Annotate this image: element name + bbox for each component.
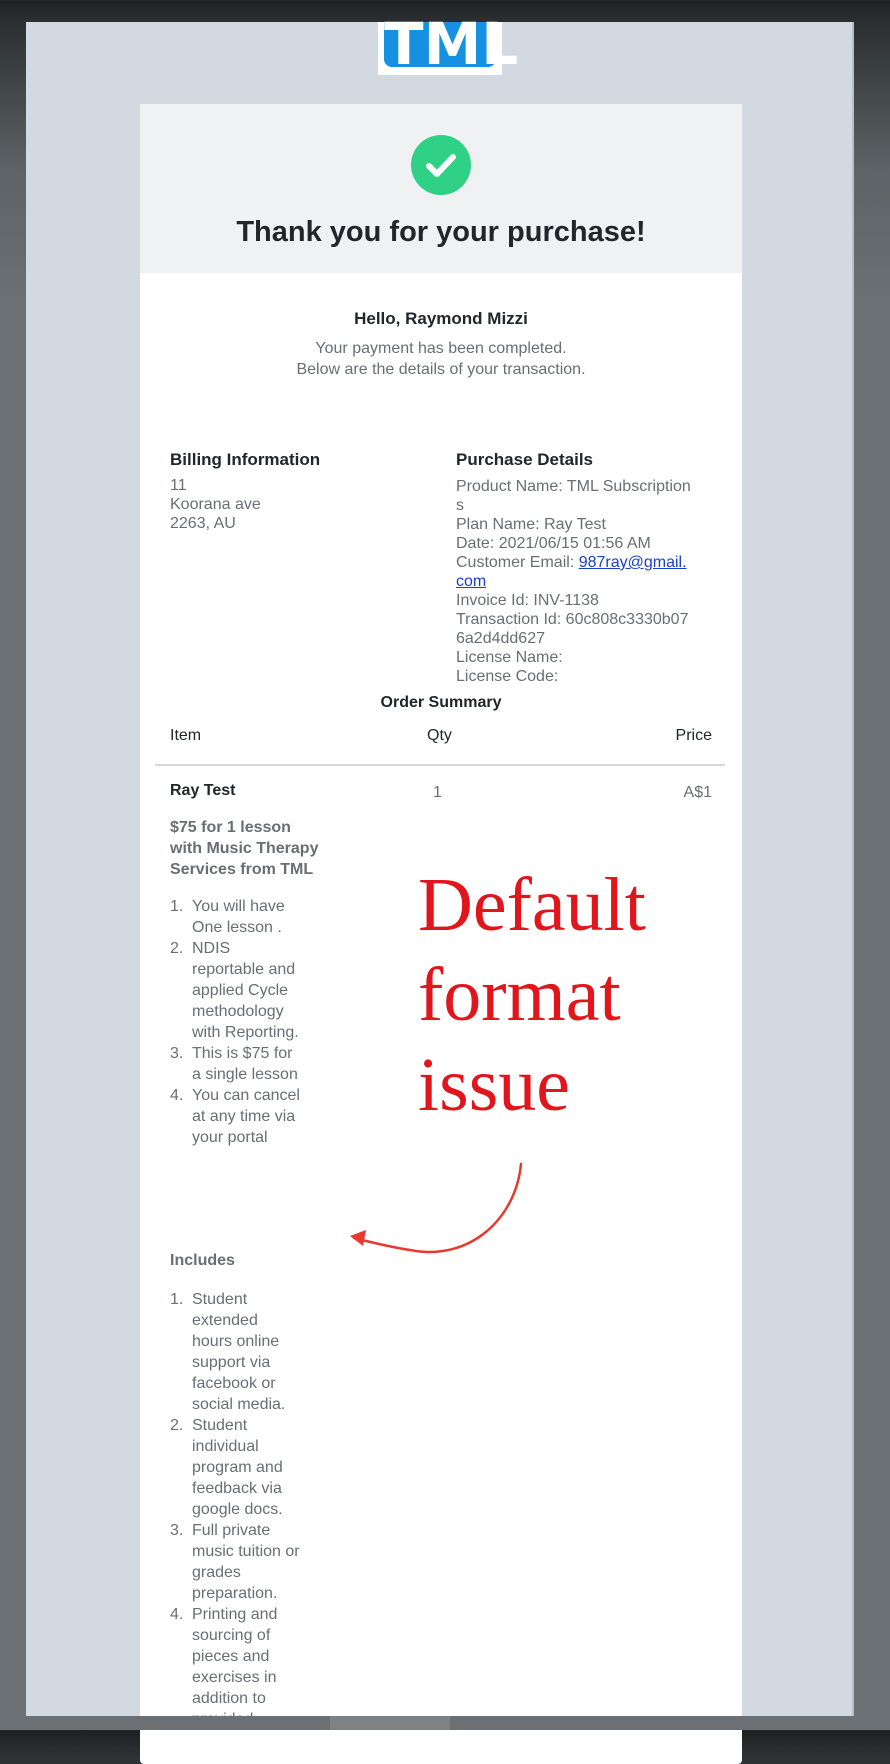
list-item: 2. NDIS reportable and applied Cycle methodology with Reporting. <box>170 940 299 1041</box>
customer-email-line <box>456 553 687 572</box>
list-item: 3. Full private music tuition or grades preparation. <box>170 1522 300 1602</box>
annotation-line-3: issue <box>418 1043 570 1127</box>
list-item: 4. Printing and sourcing of pieces and exercises in addition to <box>170 1606 278 1707</box>
order-summary-title: Order Summary <box>380 694 502 711</box>
annotation-arrow-icon <box>330 1140 530 1270</box>
plan-name: Plan Name: Ray Test <box>456 516 606 533</box>
includes-title: Includes <box>170 1252 235 1269</box>
item-description-line-1: $75 for 1 lesson <box>170 819 291 836</box>
customer-email-link-cont[interactable]: com <box>456 573 487 590</box>
order-item-price: A$1 <box>683 784 712 801</box>
table-divider <box>155 764 725 766</box>
logo <box>378 10 519 78</box>
annotation-line-1: Default <box>418 863 646 947</box>
product-name-line-1: Product Name: TML Subscription <box>456 478 691 495</box>
list-item: 4. You can cancel at any time via your portal <box>170 1087 300 1146</box>
billing-line-3: 2263, AU <box>170 515 236 532</box>
transaction-id-line-1: Transaction Id: 60c808c3330b07 <box>456 611 689 628</box>
license-code: License Code: <box>456 668 559 685</box>
column-header-item: Item <box>170 727 202 744</box>
annotation-line-2: format <box>418 953 621 1037</box>
license-name: License Name: <box>456 649 563 666</box>
purchase-date: Date: 2021/06/15 01:56 AM <box>456 535 651 552</box>
customer-email-link[interactable]: 987ray@gmail. <box>578 554 687 571</box>
invoice-id: Invoice Id: INV-1138 <box>456 592 599 609</box>
card-header <box>140 104 742 273</box>
includes-list <box>140 1289 302 1730</box>
list-item: 1. Student extended hours online support via facebook or social media. <box>170 1291 286 1413</box>
window-bottom-tab <box>330 1716 450 1730</box>
checkmark-icon <box>411 135 471 195</box>
billing-title: Billing Information <box>170 450 321 469</box>
order-item-name: Ray Test <box>170 782 236 799</box>
customer-email-line-2 <box>456 572 486 591</box>
page-title: Thank you for your purchase! <box>236 216 646 248</box>
column-header-qty: Qty <box>427 727 452 744</box>
list-item: 2. Student individual program and feedback via google docs. <box>170 1417 283 1518</box>
transaction-id-line-2: 6a2d4dd627 <box>456 630 545 647</box>
customer-email-label: Customer Email: <box>456 554 579 571</box>
greeting-line-2: Below are the details of your transaction. <box>296 361 586 378</box>
logo-text: TML <box>384 10 519 78</box>
purchase-title: Purchase Details <box>456 450 594 469</box>
logo-badge <box>384 10 519 78</box>
billing-line-2: Koorana ave <box>170 496 261 513</box>
item-description-line-2: with Music Therapy <box>170 840 319 857</box>
billing-line-1: 11 <box>170 477 187 494</box>
product-name-line-2: s <box>456 497 464 514</box>
list-item: 1. You will have One lesson . <box>170 898 285 936</box>
item-description-line-3: Services from TML <box>170 861 314 878</box>
greeting-heading: Hello, Raymond Mizzi <box>354 309 528 328</box>
order-item-qty: 1 <box>433 784 442 801</box>
annotation-text <box>418 860 778 1130</box>
list-item: 3. This is $75 for a single lesson <box>170 1045 298 1083</box>
column-header-price: Price <box>675 727 712 744</box>
greeting-line-1: Your payment has been completed. <box>315 340 567 357</box>
feature-list <box>140 896 302 1148</box>
